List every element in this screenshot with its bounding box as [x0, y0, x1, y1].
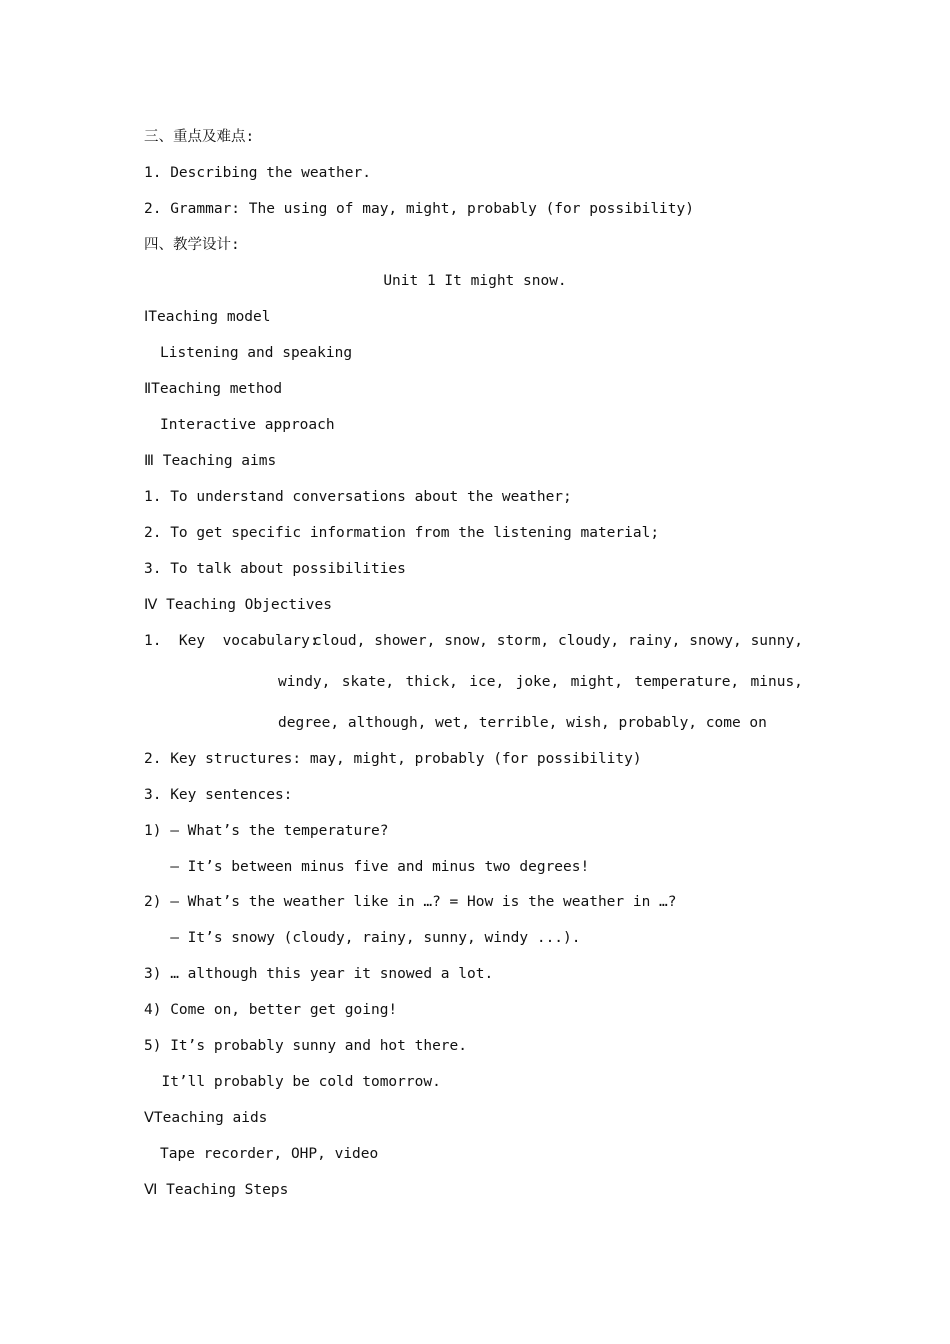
vocab-word: temperature, — [634, 674, 740, 690]
vocab-word: shower, — [374, 633, 436, 649]
vocab-line-3: degree, although, wet, terrible, wish, probably, come on — [278, 715, 767, 731]
vocab-word: snow, — [444, 633, 488, 649]
section3-heading: 三、重点及难点: — [144, 129, 255, 145]
teaching-model-heading: ⅠTeaching model — [144, 309, 271, 325]
vocab-word: skate, — [341, 674, 395, 690]
key-sentence-3: 3) … although this year it snowed a lot. — [144, 966, 494, 982]
key-structures: 2. Key structures: may, might, probably (for possibility) — [144, 751, 642, 767]
teaching-aims-item-1: 1. To understand conversations about the weather; — [144, 489, 572, 505]
vocab-word: joke, — [515, 674, 560, 690]
key-sentence-2-answer: — It’s snowy (cloudy, rainy, sunny, windy ...). — [144, 930, 581, 946]
vocab-word: thick, — [405, 674, 458, 690]
teaching-method-content: Interactive approach — [160, 417, 335, 433]
section3-item-2: 2. Grammar: The using of may, might, probably (for possibility) — [144, 201, 694, 217]
vocab-word: might, — [570, 674, 624, 690]
vocab-word: snowy, — [689, 633, 742, 649]
key-sentence-4: 4) Come on, better get going! — [144, 1002, 398, 1018]
vocab-word: storm, — [496, 633, 550, 649]
teaching-objectives-heading: Ⅳ Teaching Objectives — [144, 597, 332, 613]
vocab-line-1 — [313, 631, 803, 651]
vocab-label: 1. Key vocabulary: — [144, 633, 319, 649]
vocab-word: ice, — [469, 674, 505, 690]
vocab-word: cloudy, — [558, 633, 620, 649]
teaching-aids-heading: ⅤTeaching aids — [144, 1110, 268, 1126]
unit-title: Unit 1 It might snow. — [383, 273, 567, 289]
teaching-aims-item-3: 3. To talk about possibilities — [144, 561, 406, 577]
teaching-steps-heading: Ⅵ Teaching Steps — [144, 1182, 289, 1198]
key-sentence-1-answer: — It’s between minus five and minus two degrees! — [144, 859, 590, 875]
teaching-method-heading: ⅡTeaching method — [144, 381, 283, 397]
key-sentences-label: 3. Key sentences: — [144, 787, 293, 803]
vocab-line-2 — [278, 672, 803, 692]
key-sentence-2: 2) — What’s the weather like in …? = How is the weather in …? — [144, 894, 677, 910]
teaching-aims-item-2: 2. To get specific information from the listening material; — [144, 525, 660, 541]
vocab-word: minus, — [750, 674, 803, 690]
teaching-aims-heading: Ⅲ Teaching aims — [144, 453, 277, 469]
vocab-word: rainy, — [628, 633, 681, 649]
vocab-word: sunny, — [750, 633, 803, 649]
key-sentence-5-extra: It’ll probably be cold tomorrow. — [144, 1074, 441, 1090]
key-sentence-5: 5) It’s probably sunny and hot there. — [144, 1038, 468, 1054]
section3-item-1: 1. Describing the weather. — [144, 165, 371, 181]
teaching-aids-content: Tape recorder, OHP, video — [160, 1146, 379, 1162]
key-sentence-1: 1) — What’s the temperature? — [144, 823, 389, 839]
vocab-word: cloud, — [313, 633, 366, 649]
teaching-model-content: Listening and speaking — [160, 345, 353, 361]
vocab-word: windy, — [278, 674, 331, 690]
section4-heading: 四、教学设计: — [144, 237, 240, 253]
